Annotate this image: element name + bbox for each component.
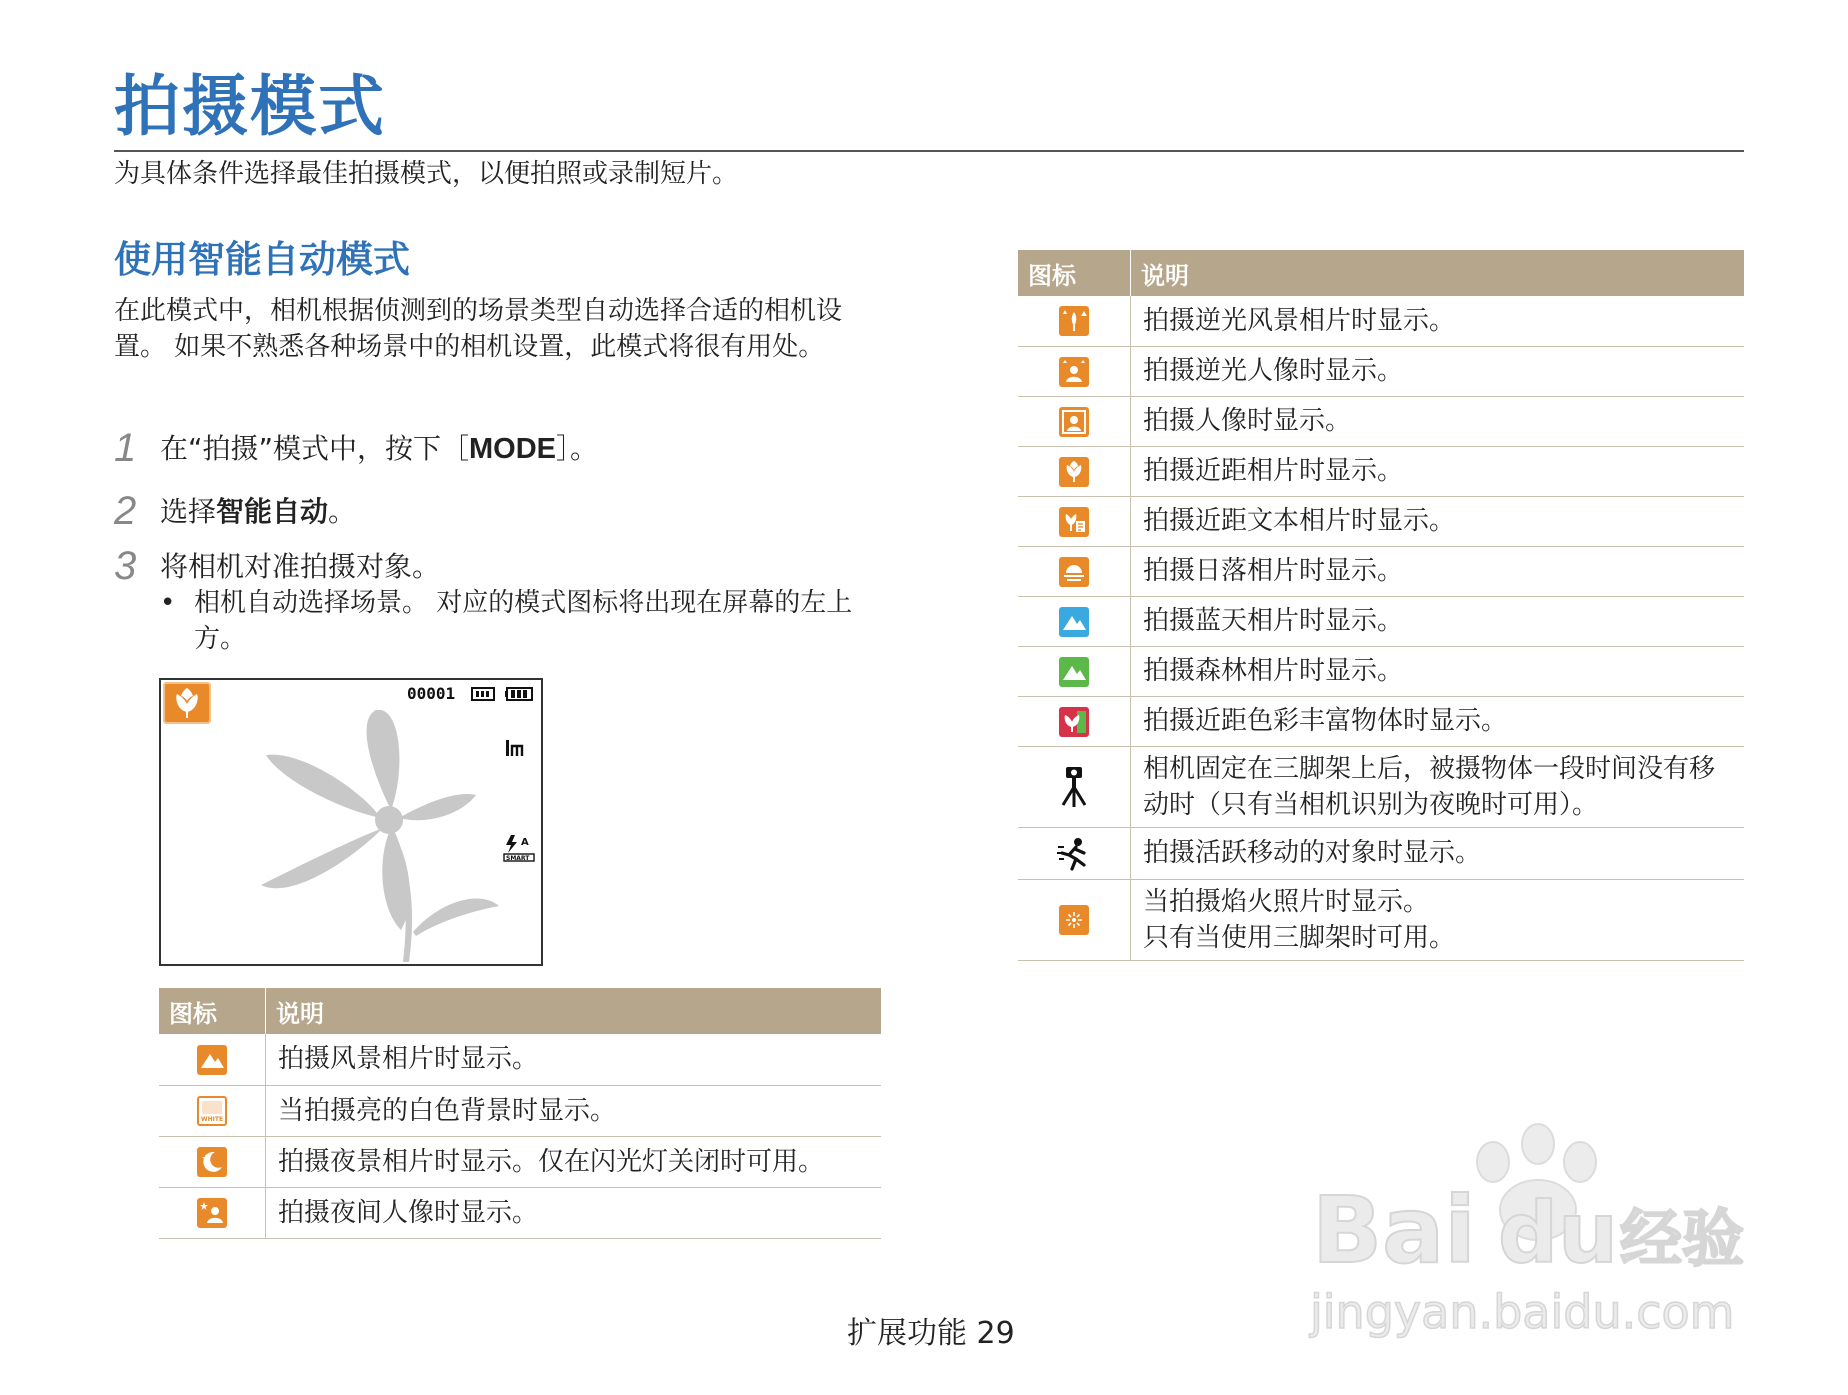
icon-cell: [159, 1136, 266, 1187]
watermark-brand-du: du: [1498, 1184, 1618, 1282]
description-cell: 拍摄逆光风景相片时显示。: [1131, 296, 1745, 346]
table-row: [1018, 396, 1744, 446]
step-3: [114, 546, 440, 587]
landscape-icon: [197, 1045, 227, 1075]
portrait-icon: [1059, 407, 1089, 437]
icon-cell: [1018, 646, 1131, 696]
white-icon: [197, 1096, 227, 1126]
scene-icons-table-left: [159, 988, 881, 1239]
page-footer: 扩展功能 29: [847, 1316, 1015, 1351]
table-header: [159, 988, 881, 1034]
step-2: [114, 491, 356, 532]
table-row: [159, 1085, 881, 1136]
camera-screen-illustration: [159, 678, 543, 966]
description-cell: 拍摄人像时显示。: [1131, 396, 1745, 446]
scene-icons-table-right: [1018, 250, 1744, 961]
table-row: [159, 1187, 881, 1238]
table-row: [1018, 596, 1744, 646]
section-title: 使用智能自动模式: [114, 238, 410, 281]
description-cell: 拍摄日落相片时显示。: [1131, 546, 1745, 596]
fireworks-icon: [1059, 905, 1089, 935]
description-cell: 拍摄近距色彩丰富物体时显示。: [1131, 696, 1745, 746]
step-number: 2: [114, 489, 137, 533]
table-row: [159, 1034, 881, 1085]
intro-paragraph: 在此模式中，相机根据侦测到的场景类型自动选择合适的相机设置。 如果不熟悉各种场景中的相机设置，此模式将很有用处。: [114, 296, 843, 362]
table-row: [1018, 827, 1744, 879]
icon-cell: [159, 1034, 266, 1085]
icon-cell: [1018, 546, 1131, 596]
description-cell: 拍摄森林相片时显示。: [1131, 646, 1745, 696]
description-cell: 当拍摄亮的白色背景时显示。: [266, 1085, 882, 1136]
icon-cell: [159, 1085, 266, 1136]
table-row: [1018, 346, 1744, 396]
macro-color-icon: [1059, 707, 1089, 737]
icon-cell: [1018, 696, 1131, 746]
backlight-portrait-icon: [1059, 357, 1089, 387]
description-cell: [1131, 879, 1745, 960]
step-text-end: 。: [328, 495, 357, 528]
step-number: 1: [114, 426, 137, 470]
baidu-jingyan-watermark: [1308, 1122, 1748, 1352]
table-row: [1018, 446, 1744, 496]
step-text: 选择: [160, 495, 217, 528]
flash-smart-icon: [503, 834, 535, 866]
icon-cell: [1018, 596, 1131, 646]
description-cell: 拍摄风景相片时显示。: [266, 1034, 882, 1085]
night-portrait-icon: [197, 1198, 227, 1228]
backlight-landscape-icon: [1059, 306, 1089, 336]
resolution-icon: [505, 738, 525, 762]
svg-text:A: A: [521, 837, 529, 848]
watermark-url: jingyan.baidu.com: [1310, 1285, 1735, 1339]
description-line: 相机固定在三脚架上后，被摄物体一段时间没有移: [1143, 753, 1716, 784]
mode-button-label: MODE: [469, 433, 557, 465]
table-row: [1018, 296, 1744, 346]
description-cell: 拍摄夜景相片时显示。仅在闪光灯关闭时可用。: [266, 1136, 882, 1187]
table-row: [1018, 879, 1744, 960]
icon-cell: [1018, 827, 1131, 879]
icon-cell: [1018, 446, 1131, 496]
table-row: [159, 1136, 881, 1187]
watermark-brand: Bai: [1312, 1177, 1476, 1284]
description-cell: 拍摄近距文本相片时显示。: [1131, 496, 1745, 546]
header-icon: 图标: [1018, 250, 1131, 296]
step-3-bullet: [160, 585, 860, 657]
bullet-dot: •: [160, 588, 176, 618]
svg-text:WHITE: WHITE: [201, 1116, 224, 1123]
bullet-text: 相机自动选择场景。 对应的模式图标将出现在屏幕的左上方。: [194, 588, 853, 654]
title-divider: [114, 150, 1744, 152]
flower-silhouette: [241, 710, 501, 962]
description-cell: 拍摄夜间人像时显示。: [266, 1187, 882, 1238]
table-row: [1018, 646, 1744, 696]
description-cell: 拍摄逆光人像时显示。: [1131, 346, 1745, 396]
table-row: [1018, 496, 1744, 546]
description-line: 只有当使用三脚架时可用。: [1143, 922, 1456, 953]
icon-cell: [1018, 496, 1131, 546]
sunset-icon: [1059, 557, 1089, 587]
step-number: 3: [114, 544, 137, 588]
macro-text-icon: [1059, 507, 1089, 537]
macro-icon: [1059, 457, 1089, 487]
shot-counter: 00001: [407, 684, 456, 703]
page-title: 拍摄模式: [114, 68, 386, 145]
step-1: [114, 428, 598, 469]
table-header: [1018, 250, 1744, 296]
header-icon: 图标: [159, 988, 266, 1034]
action-icon: [1056, 837, 1092, 871]
smart-auto-label: 智能自动: [216, 495, 329, 528]
page-subtitle: 为具体条件选择最佳拍摄模式，以便拍照或录制短片。: [114, 159, 739, 189]
icon-cell: [1018, 396, 1131, 446]
description-cell: 拍摄蓝天相片时显示。: [1131, 596, 1745, 646]
blue-sky-icon: [1059, 607, 1089, 637]
tripod-icon: [1057, 765, 1091, 809]
description-line: 动时（只有当相机识别为夜晚时可用）。: [1143, 789, 1599, 820]
step-text: 将相机对准拍摄对象。: [160, 550, 441, 583]
step-text: 在“拍摄”模式中，按下［: [160, 432, 470, 465]
table-row: [1018, 746, 1744, 827]
macro-scene-icon: [163, 682, 211, 724]
description-cell: 拍摄活跃移动的对象时显示。: [1131, 827, 1745, 879]
icon-cell: [1018, 746, 1131, 827]
step-text-end: ］。: [556, 432, 599, 465]
table-row: [1018, 546, 1744, 596]
icon-cell: [159, 1187, 266, 1238]
icon-cell: [1018, 879, 1131, 960]
watermark-cn: 经验: [1620, 1202, 1745, 1275]
icon-cell: [1018, 346, 1131, 396]
icon-cell: [1018, 296, 1131, 346]
description-line: 当拍摄焰火照片时显示。: [1143, 886, 1430, 917]
memory-icon: [471, 686, 495, 705]
description-cell: 拍摄近距相片时显示。: [1131, 446, 1745, 496]
header-description: 说明: [1131, 250, 1745, 296]
svg-text:SMART: SMART: [506, 855, 530, 862]
battery-icon: [505, 686, 533, 705]
description-cell: [1131, 746, 1745, 827]
header-description: 说明: [266, 988, 882, 1034]
table-row: [1018, 696, 1744, 746]
forest-icon: [1059, 657, 1089, 687]
night-icon: [197, 1147, 227, 1177]
